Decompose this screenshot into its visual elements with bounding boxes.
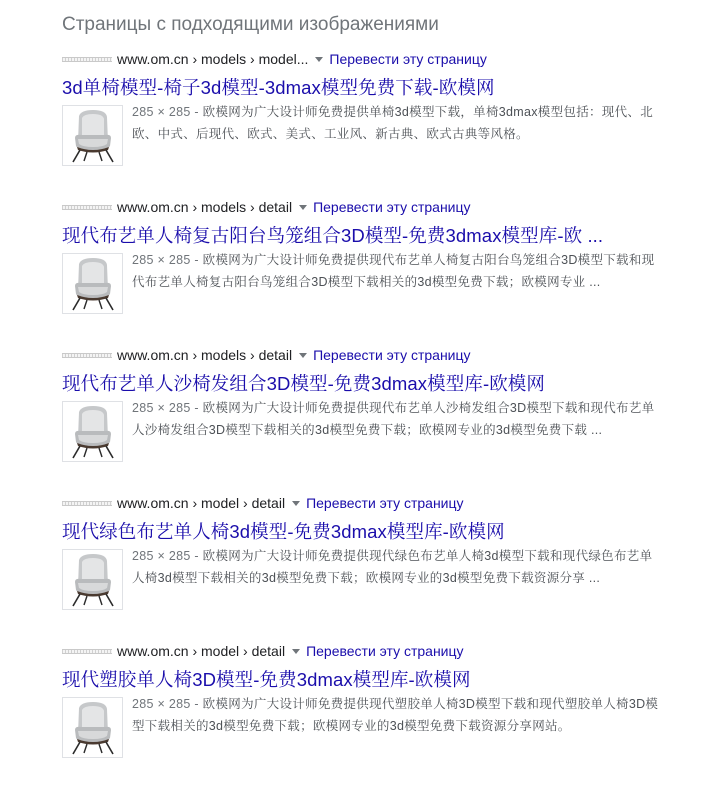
lounge-chair-icon: [63, 254, 122, 313]
translate-page-link[interactable]: Перевести эту страницу: [313, 347, 471, 363]
site-favicon-icon: [62, 353, 112, 358]
translate-page-link[interactable]: Перевести эту страницу: [306, 495, 464, 511]
result-thumbnail[interactable]: [62, 697, 123, 758]
section-heading: Страницы с подходящими изображениями: [62, 14, 439, 35]
result-title-link[interactable]: 现代绿色布艺单人椅3d模型-免费3dmax模型库-欧模网: [62, 521, 505, 542]
chevron-down-icon[interactable]: [315, 57, 323, 62]
image-dimensions: 285 × 285 -: [132, 697, 203, 711]
chevron-down-icon[interactable]: [299, 353, 307, 358]
chevron-down-icon[interactable]: [292, 501, 300, 506]
result-snippet: [132, 397, 662, 441]
result-snippet: [132, 101, 662, 145]
chevron-down-icon[interactable]: [299, 205, 307, 210]
image-dimensions: 285 × 285 -: [132, 401, 203, 415]
result-thumbnail[interactable]: [62, 253, 123, 314]
image-dimensions: 285 × 285 -: [132, 105, 203, 119]
result-thumbnail[interactable]: [62, 549, 123, 610]
site-favicon-icon: [62, 57, 112, 62]
result-snippet: [132, 249, 662, 293]
result-url-row: [62, 494, 464, 512]
snippet-text: 欧模网为广大设计师免费提供现代布艺单人椅复古阳台鸟笼组合3D模型下载和现代布艺单人椅复古阳台鸟笼组合3D模型下载相关的3d模型免费下载；欧模网专业 ...: [132, 253, 655, 289]
site-favicon-icon: [62, 501, 112, 506]
image-dimensions: 285 × 285 -: [132, 253, 203, 267]
result-thumbnail[interactable]: [62, 401, 123, 462]
chevron-down-icon[interactable]: [292, 649, 300, 654]
result-breadcrumb[interactable]: www.om.cn › models › model...: [117, 51, 309, 67]
translate-page-link[interactable]: Перевести эту страницу: [306, 643, 464, 659]
result-thumbnail[interactable]: [62, 105, 123, 166]
site-favicon-icon: [62, 649, 112, 654]
result-breadcrumb[interactable]: www.om.cn › models › detail: [117, 347, 293, 363]
snippet-text: 欧模网为广大设计师免费提供现代绿色布艺单人椅3d模型下载和现代绿色布艺单人椅3d模型下载相关的3d模型免费下载；欧模网专业的3d模型免费下载资源分享 ...: [132, 549, 653, 585]
result-breadcrumb[interactable]: www.om.cn › models › detail: [117, 199, 293, 215]
result-url-row: [62, 198, 471, 216]
result-url-row: [62, 642, 464, 660]
result-title-link[interactable]: 3d单椅模型-椅子3d模型-3dmax模型免费下载-欧模网: [62, 77, 495, 98]
lounge-chair-icon: [63, 698, 122, 757]
snippet-text: 欧模网为广大设计师免费提供单椅3d模型下载，单椅3dmax模型包括：现代、北欧、中式、后现代、欧式、美式、工业风、新古典、欧式古典等风格。: [132, 105, 653, 141]
snippet-text: 欧模网为广大设计师免费提供现代布艺单人沙椅发组合3D模型下载和现代布艺单人沙椅发组合3D模型下载相关的3d模型免费下载；欧模网专业的3d模型免费下载 ...: [132, 401, 655, 437]
result-snippet: [132, 545, 662, 589]
result-breadcrumb[interactable]: www.om.cn › model › detail: [117, 643, 286, 659]
result-breadcrumb[interactable]: www.om.cn › model › detail: [117, 495, 286, 511]
result-snippet: [132, 693, 662, 737]
result-url-row: [62, 346, 471, 364]
lounge-chair-icon: [63, 550, 122, 609]
site-favicon-icon: [62, 205, 112, 210]
image-dimensions: 285 × 285 -: [132, 549, 203, 563]
translate-page-link[interactable]: Перевести эту страницу: [329, 51, 487, 67]
result-title-link[interactable]: 现代布艺单人沙椅发组合3D模型-免费3dmax模型库-欧模网: [62, 373, 545, 394]
translate-page-link[interactable]: Перевести эту страницу: [313, 199, 471, 215]
result-title-link[interactable]: 现代塑胶单人椅3D模型-免费3dmax模型库-欧模网: [62, 669, 471, 690]
lounge-chair-icon: [63, 402, 122, 461]
result-title-link[interactable]: 现代布艺单人椅复古阳台鸟笼组合3D模型-免费3dmax模型库-欧 ...: [62, 225, 604, 246]
snippet-text: 欧模网为广大设计师免费提供现代塑胶单人椅3D模型下载和现代塑胶单人椅3D模型下载相关的3d模型免费下载；欧模网专业的3d模型免费下载资源分享网站。: [132, 697, 659, 733]
lounge-chair-icon: [63, 106, 122, 165]
result-url-row: [62, 50, 487, 68]
